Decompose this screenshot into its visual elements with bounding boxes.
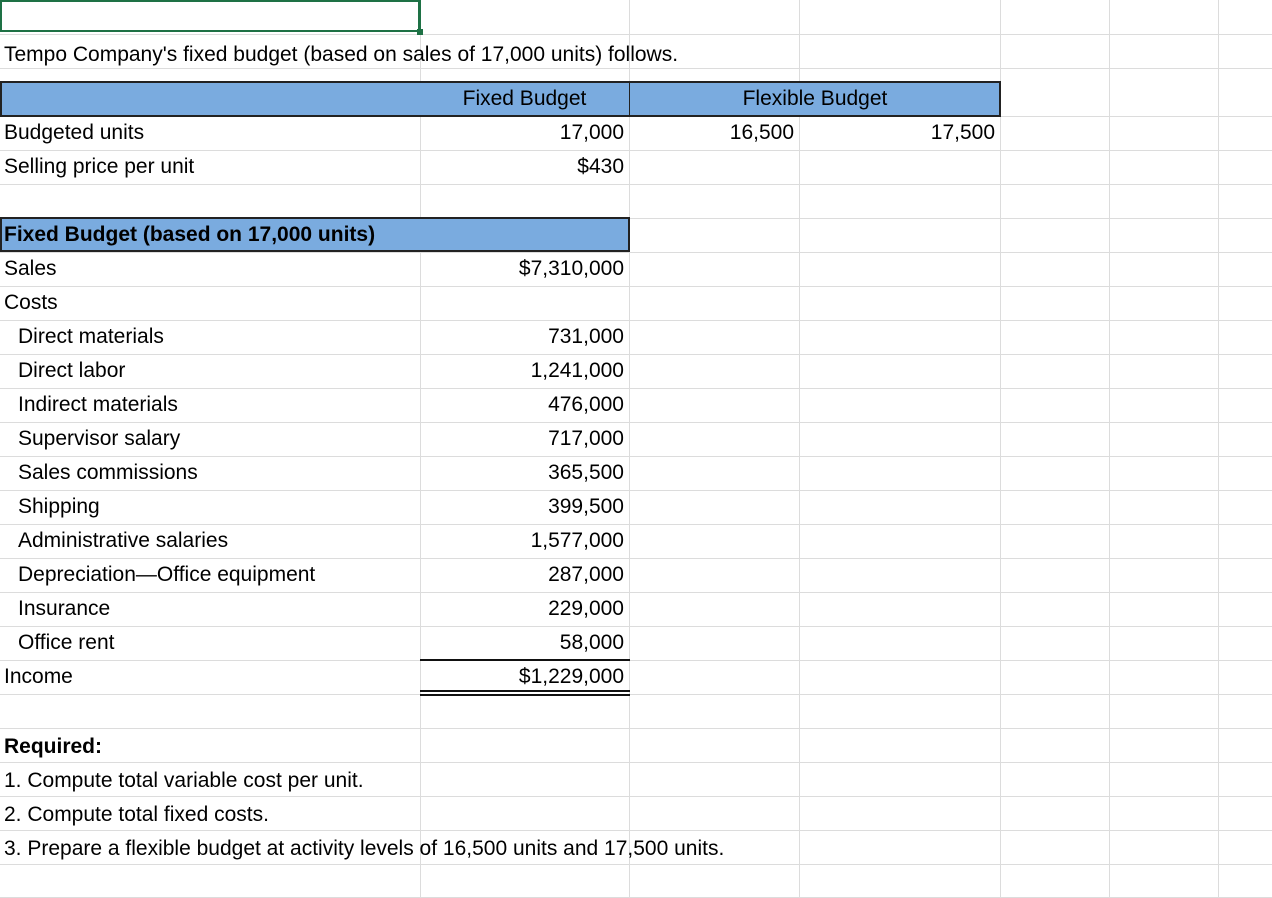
budgeted-units-flex-1: 16,500 [729, 121, 794, 144]
required-item: 3. Prepare a flexible budget at activity levels of 16,500 units and 17,500 units. [4, 837, 725, 860]
cost-value: 58,000 [559, 631, 624, 654]
flexible-budget-header: Flexible Budget [742, 87, 888, 110]
cost-label: Administrative salaries [18, 529, 229, 552]
required-title: Required: [4, 735, 103, 758]
selection-edge [418, 0, 421, 32]
required-item: 2. Compute total fixed costs. [4, 803, 269, 826]
cost-label: Indirect materials [18, 393, 178, 416]
cost-value: 731,000 [548, 325, 624, 348]
section-title: Fixed Budget (based on 17,000 units) [4, 223, 376, 246]
cost-label: Shipping [18, 495, 100, 518]
sales-label: Sales [4, 257, 57, 280]
sales-value: $7,310,000 [518, 257, 624, 280]
cost-label: Sales commissions [18, 461, 198, 484]
budgeted-units-label: Budgeted units [4, 121, 145, 144]
cost-label: Depreciation—Office equipment [18, 563, 316, 586]
cost-value: 229,000 [548, 597, 624, 620]
income-value: $1,229,000 [518, 665, 624, 688]
budgeted-units-flex-2: 17,500 [930, 121, 995, 144]
cost-value: 1,241,000 [530, 359, 624, 382]
cost-label: Direct labor [18, 359, 126, 382]
cost-label: Insurance [18, 597, 111, 620]
cost-label: Supervisor salary [18, 427, 181, 450]
cost-value: 365,500 [548, 461, 624, 484]
intro-text: Tempo Company's fixed budget (based on sales of 17,000 units) follows. [4, 43, 679, 66]
cost-label: Office rent [18, 631, 115, 654]
fixed-budget-header: Fixed Budget [462, 87, 587, 110]
total-double-underline [420, 690, 630, 696]
required-item: 1. Compute total variable cost per unit. [4, 769, 364, 792]
cost-value: 1,577,000 [530, 529, 624, 552]
selected-cell[interactable] [0, 0, 420, 32]
fill-handle[interactable] [417, 29, 423, 35]
cost-value: 476,000 [548, 393, 624, 416]
cost-value: 287,000 [548, 563, 624, 586]
budgeted-units-fixed: 17,000 [559, 121, 624, 144]
income-label: Income [4, 665, 73, 688]
cost-value: 399,500 [548, 495, 624, 518]
cost-label: Direct materials [18, 325, 164, 348]
selling-price-fixed: $430 [577, 155, 624, 178]
costs-label: Costs [4, 291, 58, 314]
selling-price-label: Selling price per unit [4, 155, 195, 178]
cost-value: 717,000 [548, 427, 624, 450]
